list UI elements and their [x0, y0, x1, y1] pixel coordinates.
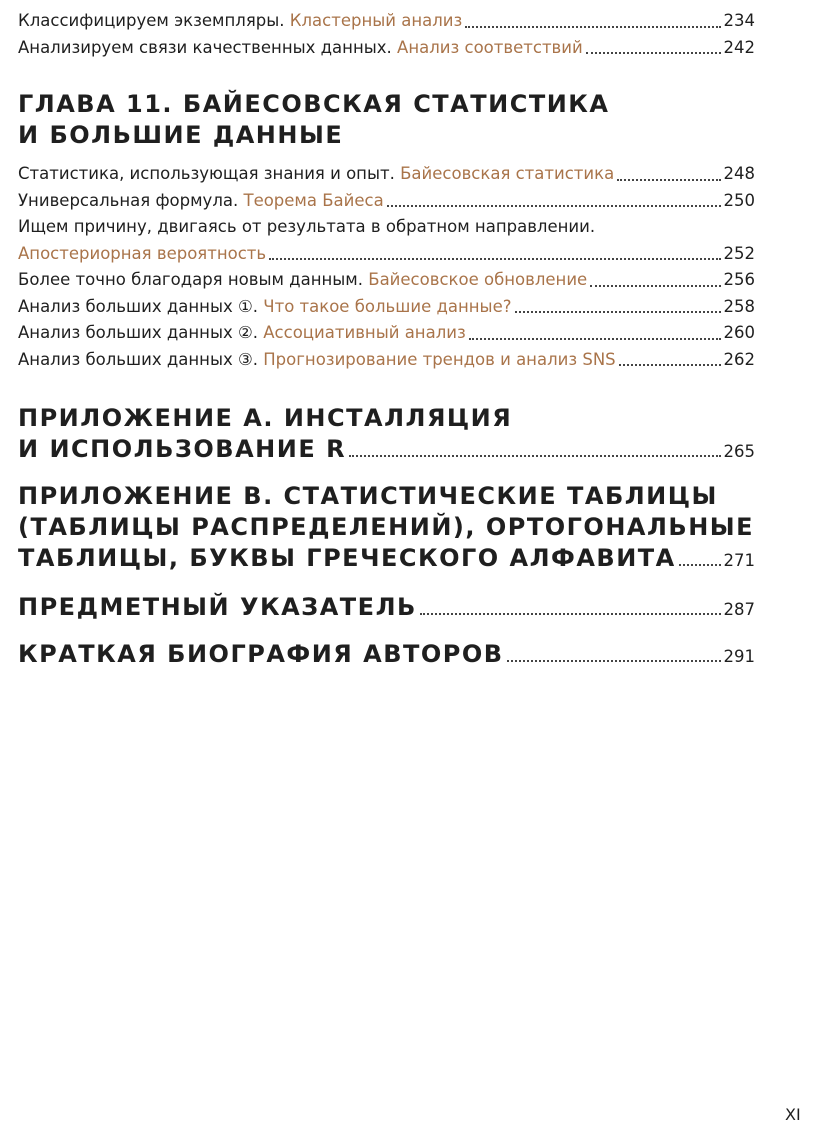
- authors-bio-title: КРАТКАЯ БИОГРАФИЯ АВТОРОВ: [18, 640, 504, 668]
- toc-leader-dots: [617, 179, 720, 181]
- subject-index-entry: [18, 592, 755, 623]
- toc-entry-page: 242: [723, 37, 755, 57]
- appendix-title-line: ПРИЛОЖЕНИЕ А. ИНСТАЛЛЯЦИЯ: [18, 404, 513, 432]
- toc-leader-dots: [679, 564, 721, 566]
- toc-entry: [18, 347, 755, 374]
- toc-entry-highlight: Байесовская статистика: [400, 164, 615, 183]
- toc-entry: [18, 320, 755, 347]
- toc-entry-highlight: Байесовское обновление: [368, 270, 588, 289]
- toc-entry-prefix: Классифицируем экземпляры.: [18, 11, 290, 30]
- toc-entry-highlight: Анализ соответствий: [397, 37, 583, 57]
- toc-entry-page: 252: [723, 243, 755, 263]
- page-number: XI: [785, 1105, 801, 1124]
- appendix-a-title: [18, 403, 755, 434]
- toc-entry-text: [18, 347, 616, 374]
- toc-leader-dots: [469, 338, 721, 340]
- appendix-b-title: [18, 481, 755, 543]
- toc-entry-prefix: Анализируем связи качественных данных.: [18, 37, 398, 57]
- toc-entry-prefix: Более точно благодаря новым данным.: [18, 270, 369, 289]
- toc-entry-highlight: Прогнозирование трендов и анализ SNS: [263, 349, 616, 369]
- toc-entry-page: 258: [723, 296, 755, 316]
- toc-leader-dots: [619, 364, 721, 366]
- toc-leader-dots: [586, 52, 721, 54]
- toc-leader-dots: [420, 613, 721, 615]
- toc-entry: [18, 267, 755, 294]
- appendix-title-line: И ИСПОЛЬЗОВАНИЕ R: [18, 435, 347, 463]
- toc-entry-text: [18, 294, 512, 321]
- toc-entry-prefix: Анализ больших данных ②.: [18, 323, 264, 342]
- toc-entry-highlight: Теорема Байеса: [243, 190, 384, 210]
- chapter-11-entries: [18, 161, 755, 373]
- toc-entry: [18, 294, 755, 321]
- appendix-b: [18, 481, 755, 574]
- toc-entry-prefix: Анализ больших данных ①.: [18, 296, 264, 316]
- appendix-a: [18, 403, 755, 465]
- toc-entry-highlight: Апостериорная вероятность: [18, 243, 267, 263]
- toc-entry-highlight: Что такое большие данные?: [263, 296, 512, 316]
- toc-entry-text: [18, 161, 614, 188]
- toc-entry: [18, 188, 755, 215]
- chapter-11-title: [18, 89, 755, 151]
- appendix-title-line: ТАБЛИЦЫ, БУКВЫ ГРЕЧЕСКОГО АЛФАВИТА: [18, 544, 676, 572]
- toc-entry-page: 265: [723, 441, 755, 461]
- toc-entry-page: 248: [723, 164, 755, 183]
- toc-leader-dots: [515, 311, 721, 313]
- toc-entry: [18, 8, 755, 35]
- toc-leader-dots: [269, 258, 720, 260]
- toc-leader-dots: [387, 205, 721, 207]
- appendix-b-entry: [18, 543, 755, 574]
- toc-entry-prefix: Статистика, использующая знания и опыт.: [18, 164, 401, 183]
- toc-top-entries: [18, 8, 755, 61]
- chapter-title-line: И БОЛЬШИЕ ДАННЫЕ: [18, 121, 344, 149]
- toc-entry-page: 291: [723, 646, 755, 666]
- toc-entry: [18, 241, 755, 268]
- toc-entry-page: 234: [723, 11, 755, 30]
- toc-entry-page: 287: [723, 599, 755, 619]
- chapter-11: [18, 89, 755, 373]
- subject-index-title: ПРЕДМЕТНЫЙ УКАЗАТЕЛЬ: [18, 593, 417, 621]
- appendix-a-entry: [18, 434, 755, 465]
- toc-entry-page: 250: [723, 190, 755, 210]
- appendix-title-line: ПРИЛОЖЕНИЕ В. СТАТИСТИЧЕСКИЕ ТАБЛИЦЫ: [18, 482, 718, 510]
- toc-entry-text: [18, 320, 466, 347]
- toc-entry-text: [18, 188, 384, 215]
- chapter-title-line: ГЛАВА 11. БАЙЕСОВСКАЯ СТАТИСТИКА: [18, 90, 610, 118]
- toc-entry-prefix: Анализ больших данных ③.: [18, 349, 264, 369]
- toc-entry-page: 262: [723, 349, 755, 369]
- appendix-title-line: (ТАБЛИЦЫ РАСПРЕДЕЛЕНИЙ), ОРТОГОНАЛЬНЫЕ: [18, 513, 755, 541]
- toc-leader-dots: [465, 26, 720, 28]
- toc-entry-text: [18, 8, 462, 35]
- toc-entry-highlight: Ассоциативный анализ: [263, 323, 466, 342]
- toc-leader-dots: [507, 660, 721, 662]
- toc-entry-highlight: Кластерный анализ: [289, 11, 463, 30]
- toc-entry-prefix: Универсальная формула.: [18, 190, 244, 210]
- toc-leader-dots: [590, 285, 720, 287]
- toc-entry-page: 271: [723, 550, 755, 570]
- toc-entry-text: [18, 267, 587, 294]
- toc-entry-prefix: Ищем причину, двигаясь от результата в обратном направлении.: [18, 217, 596, 236]
- toc-entry-page: 256: [723, 270, 755, 289]
- authors-bio-entry: [18, 639, 755, 670]
- toc-entry-text: [18, 35, 583, 62]
- toc-leader-dots: [349, 455, 720, 457]
- toc-entry: [18, 161, 755, 188]
- toc-entry: [18, 35, 755, 62]
- toc-entry-page: 260: [723, 323, 755, 342]
